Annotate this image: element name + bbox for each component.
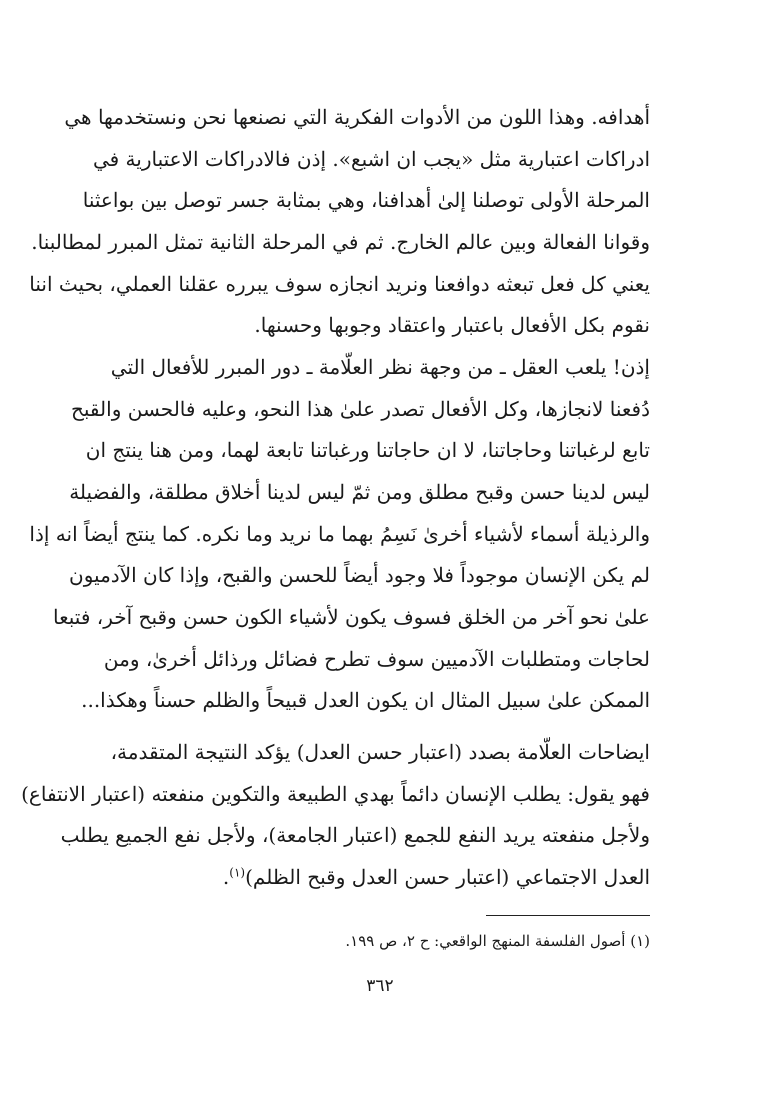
paragraph-3-line-2: فهو يقول: يطلب الإنسان دائماً بهدي الطبيعة والتكوين منفعته (اعتبار الانتفاع) [21, 782, 650, 806]
paragraph-2-line-4: ليس لدينا حسن وقبح مطلق ومن ثمّ ليس لدينا أخلاق مطلقة، والفضيلة [69, 480, 650, 504]
paragraph-2-line-8: لحاجات ومتطلبات الآدميين سوف تطرح فضائل ورذائل أخرىٰ، ومن [103, 647, 650, 671]
paragraph-2-line-7: علىٰ نحو آخر من الخلق فسوف يكون لأشياء الكون حسن وقبح آخر، فتبعا [53, 605, 650, 629]
paragraph-1-line-2: ادراكات اعتبارية مثل «يجب ان اشبع». إذن فالادراكات الاعتبارية في [92, 147, 650, 171]
paragraph-1-line-3: المرحلة الأولى توصلنا إلىٰ أهدافنا، وهي بمثابة جسر توصل بين بواعثنا [82, 188, 650, 212]
footnote-text: (١) أصول الفلسفة المنهج الواقعي: ح ٢، ص ١٩٩. [345, 932, 650, 950]
paragraph-1-line-4: وقوانا الفعالة وبين عالم الخارج. ثم في المرحلة الثانية تمثل المبرر لمطالبنا. [31, 230, 650, 254]
paragraph-3-line-4-text: العدل الاجتماعي (اعتبار حسن العدل وقبح الظلم) [245, 865, 650, 889]
footnote-reference[interactable]: (١) [229, 865, 246, 880]
paragraph-2-line-9: الممكن علىٰ سبيل المثال ان يكون العدل قبيحاً والظلم حسناً وهكذا... [81, 688, 650, 712]
paragraph-1-line-6: نقوم بكل الأفعال باعتبار واعتقاد وجوبها وحسنها. [254, 313, 650, 337]
paragraph-2-line-1: إذن! يلعب العقل ـ من وجهة نظر العلّامة ـ دور المبرر للأفعال التي [110, 355, 650, 379]
paragraph-3-line-3: ولأجل منفعته يريد النفع للجمع (اعتبار الجامعة)، ولأجل نفع الجميع يطلب [60, 823, 650, 847]
paragraph-2-line-3: تابع لرغباتنا وحاجاتنا، لا ان حاجاتنا ورغباتنا تابعة لهما، ومن هنا ينتج ان [85, 438, 650, 462]
paragraph-3-line-1: ايضاحات العلّامة بصدد (اعتبار حسن العدل) يؤكد النتيجة المتقدمة، [110, 740, 650, 764]
footnote-divider [486, 915, 650, 916]
paragraph-1-line-1: أهدافه. وهذا اللون من الأدوات الفكرية التي نصنعها نحن ونستخدمها هي [64, 105, 650, 129]
paragraph-2-line-5: والرذيلة أسماء لأشياء أخرىٰ نَسِمُ بهما ما نريد وما نكره. كما ينتج أيضاً انه إذا [29, 522, 650, 546]
paragraph-2-line-6: لم يكن الإنسان موجوداً فلا وجود أيضاً للحسن والقبح، وإذا كان الآدميون [69, 563, 650, 587]
paragraph-2-line-2: دُفعنا لانجازها، وكل الأفعال تصدر علىٰ هذا النحو، وعليه فالحسن والقبح [70, 397, 650, 421]
paragraph-3-line-4 [110, 863, 650, 891]
page-number: ٣٦٢ [366, 976, 394, 996]
paragraph-3-closing-period: . [222, 865, 230, 889]
paragraph-1-line-5: يعني كل فعل تبعثه دوافعنا ونريد انجازه سوف يبرره عقلنا العملي، بحيث اننا [29, 272, 650, 296]
